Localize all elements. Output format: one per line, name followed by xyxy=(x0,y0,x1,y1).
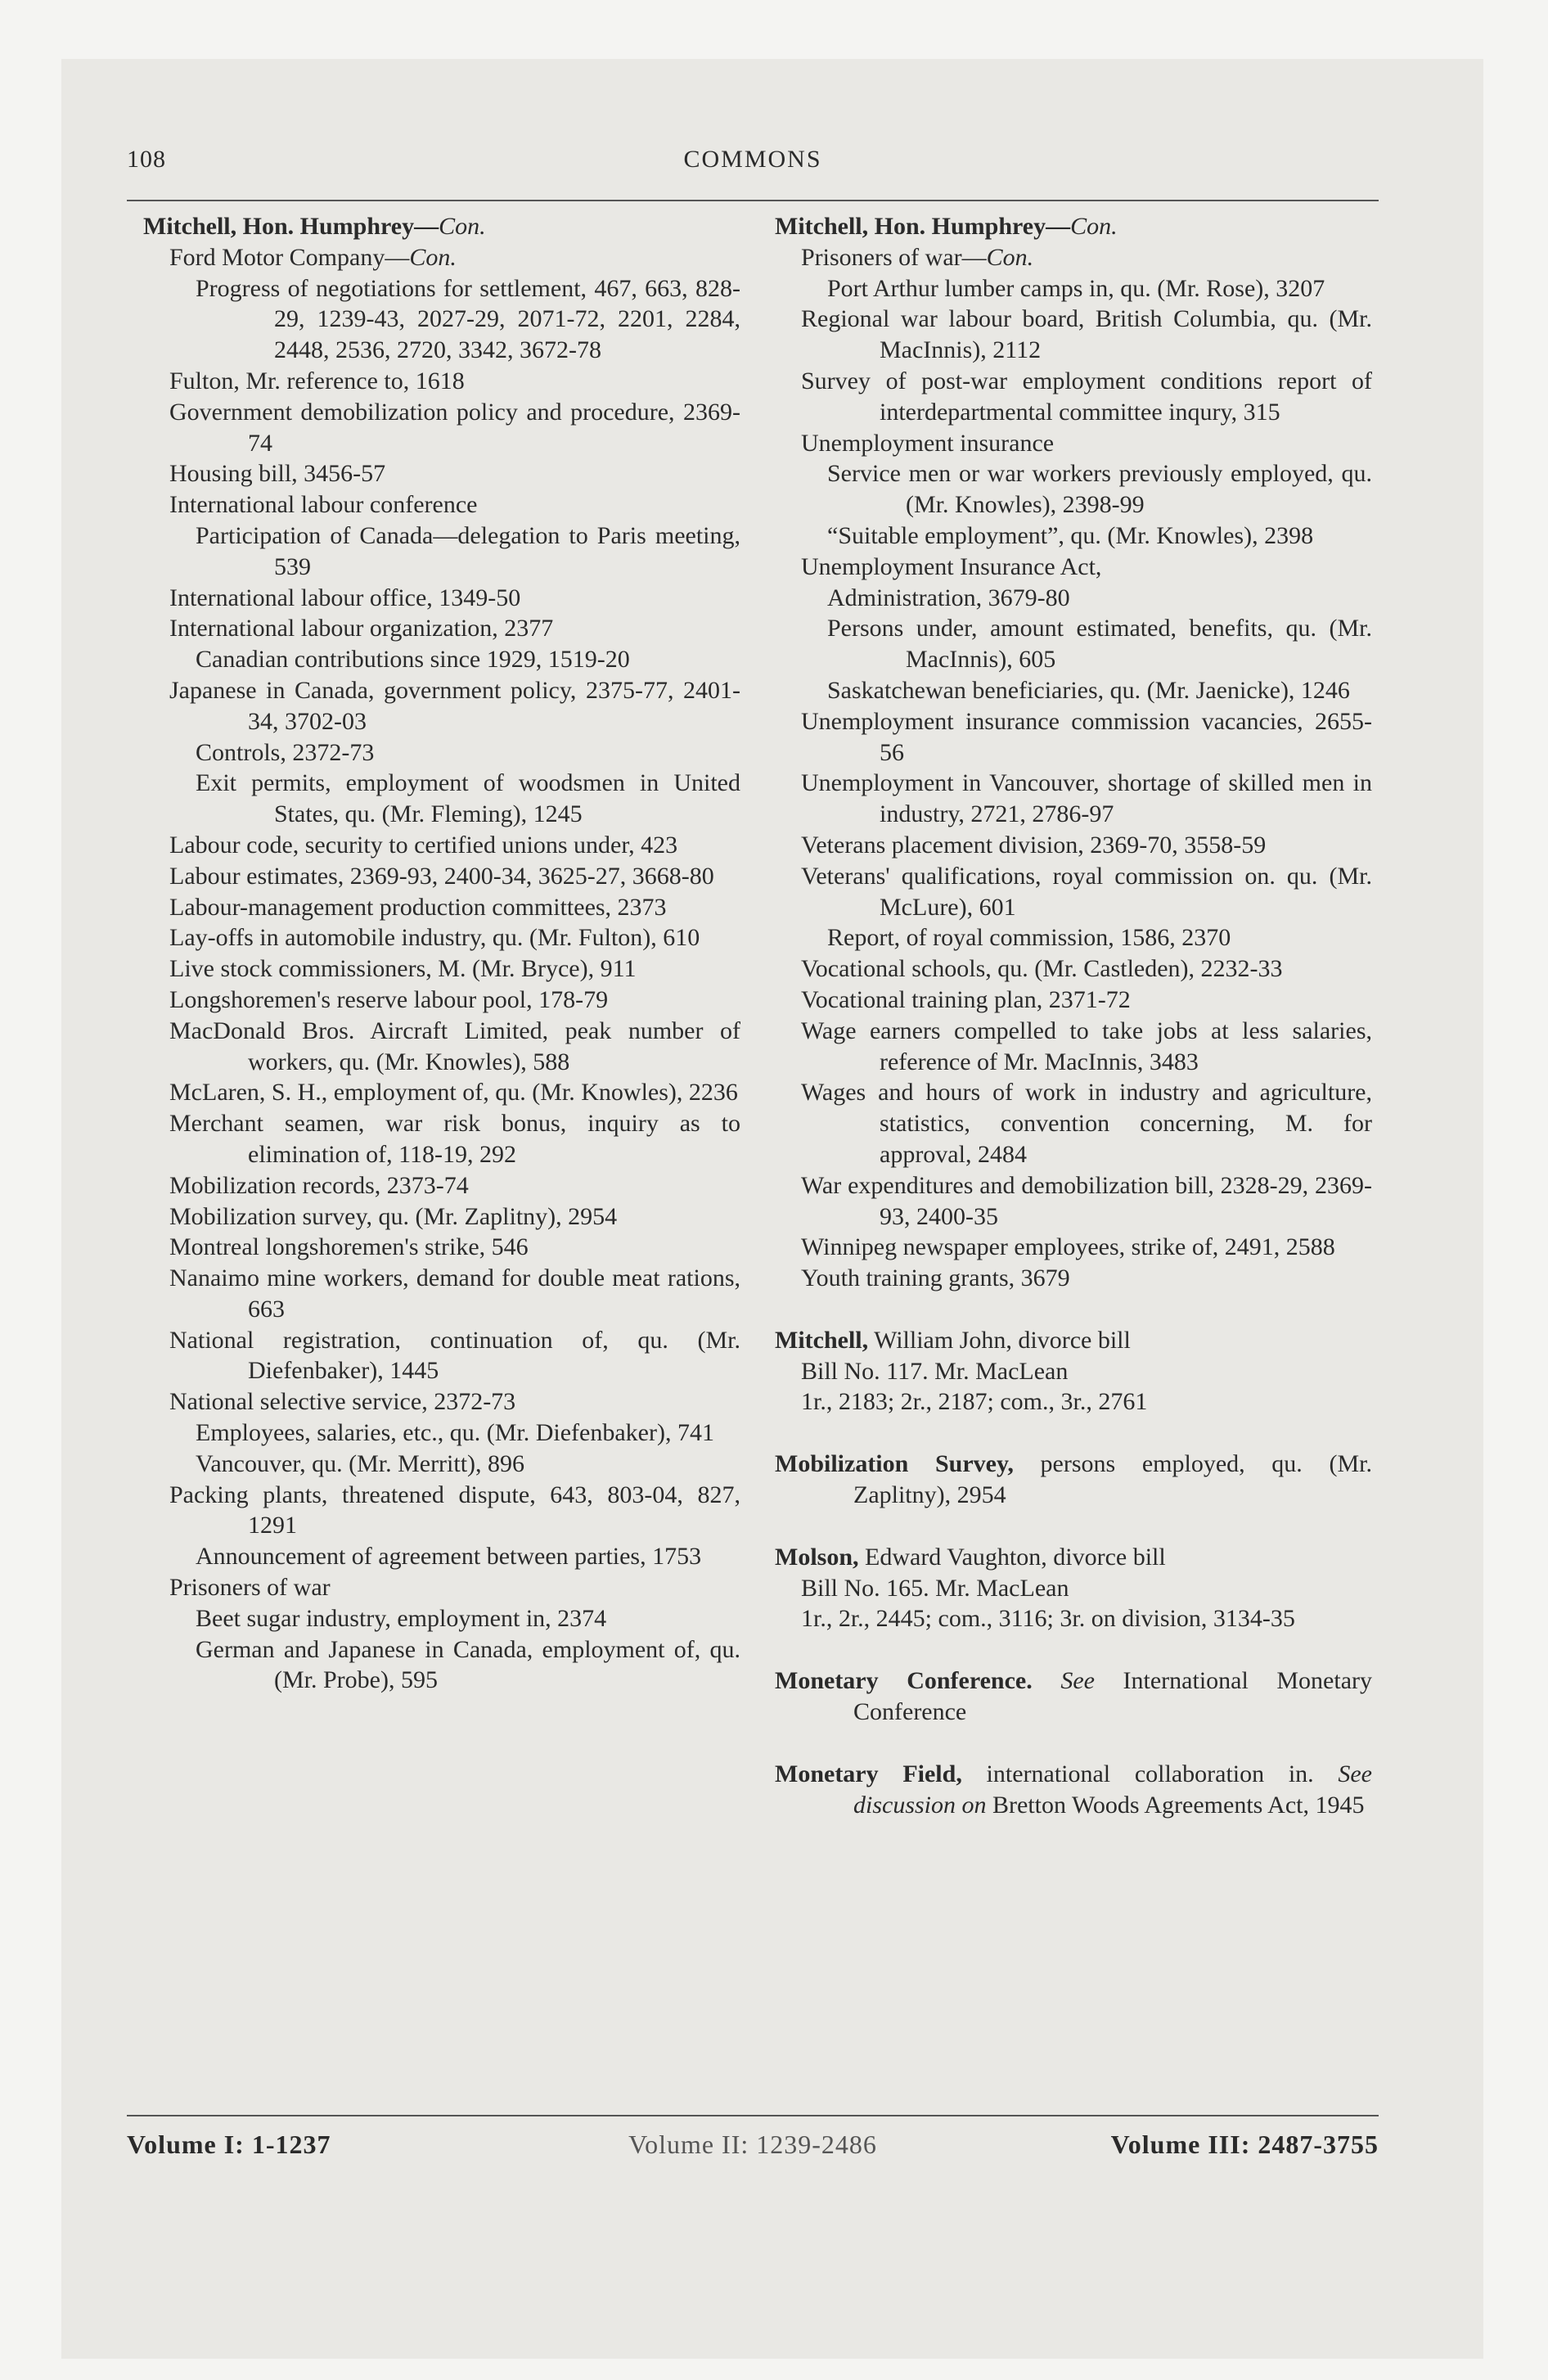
index-entry xyxy=(143,613,740,644)
index-entry xyxy=(775,613,1372,675)
entry-text: Mitchell, Hon. Humphrey xyxy=(143,213,415,240)
entry-text: Con. xyxy=(986,243,1034,271)
entry-text: Wage earners compelled to take jobs at less salaries, reference of Mr. MacInnis, 3483 xyxy=(801,1016,1372,1075)
entry-text: Nanaimo mine workers, demand for double meat rations, 663 xyxy=(169,1264,740,1323)
entry-text: 1r., 2183; 2r., 2187; com., 3r., 2761 xyxy=(801,1388,1148,1416)
index-entry xyxy=(143,1386,740,1418)
entry-text: Announcement of agreement between parties, 1753 xyxy=(196,1543,702,1571)
entry-gap xyxy=(775,1511,1372,1542)
index-entry xyxy=(143,830,740,861)
index-entry xyxy=(775,458,1372,521)
index-entry xyxy=(143,1603,740,1634)
entry-text: Veterans placement division, 2369-70, 3558-59 xyxy=(801,831,1267,859)
entry-text: Mobilization records, 2373-74 xyxy=(169,1171,469,1199)
index-entry xyxy=(775,366,1372,428)
index-heading xyxy=(775,211,1372,242)
index-entry xyxy=(775,922,1372,953)
entry-text: Wages and hours of work in industry and agriculture, statistics, convention concerning, M. for approval, 2484 xyxy=(801,1079,1372,1168)
volume-1-range: Volume I: 1-1237 xyxy=(127,2130,331,2159)
index-heading xyxy=(775,1666,1372,1728)
entry-text: Canadian contributions since 1929, 1519-20 xyxy=(196,646,630,674)
index-entry xyxy=(775,1603,1372,1634)
volume-3-range: Volume III: 2487-3755 xyxy=(1110,2130,1379,2159)
index-entry xyxy=(143,1108,740,1170)
index-entry xyxy=(775,1232,1372,1263)
entry-text: Unemployment insurance commission vacancies, 2655-56 xyxy=(801,707,1372,766)
entry-text: Government demobilization policy and procedure, 2369-74 xyxy=(169,398,740,457)
index-entry xyxy=(775,1573,1372,1604)
entry-text: Saskatchewan beneficiaries, qu. (Mr. Jaenicke), 1246 xyxy=(827,676,1350,704)
index-heading xyxy=(775,1449,1372,1511)
index-entry xyxy=(775,242,1372,273)
entry-text: Prisoners of war xyxy=(169,1574,331,1602)
index-entry xyxy=(143,1572,740,1603)
entry-text: Labour estimates, 2369-93, 2400-34, 3625-27, 3668-80 xyxy=(169,862,714,890)
entry-text: National registration, continuation of, qu. (Mr. Diefenbaker), 1445 xyxy=(169,1326,740,1385)
entry-text: Con. xyxy=(409,243,457,271)
index-entry xyxy=(775,985,1372,1016)
index-entry xyxy=(143,892,740,923)
entry-text: Participation of Canada—delegation to Paris meeting, 539 xyxy=(196,521,740,580)
index-entry xyxy=(775,521,1372,552)
entry-text: Beet sugar industry, employment in, 2374 xyxy=(196,1604,607,1632)
footer-rule xyxy=(127,2115,1379,2116)
page-number: 108 xyxy=(127,146,166,173)
entry-text: Monetary Field, xyxy=(775,1760,962,1787)
index-entry xyxy=(775,428,1372,459)
entry-text: Unemployment insurance xyxy=(801,429,1055,457)
entry-text: Con. xyxy=(439,213,486,240)
index-entry xyxy=(775,304,1372,366)
entry-text: Con. xyxy=(1070,213,1118,240)
entry-text: Mobilization survey, qu. (Mr. Zaplitny), 2954 xyxy=(169,1202,618,1230)
index-entry xyxy=(143,1449,740,1480)
index-entry xyxy=(143,489,740,521)
entry-text: Winnipeg newspaper employees, strike of, 2491, 2588 xyxy=(801,1233,1335,1261)
entry-text: “Suitable employment”, qu. (Mr. Knowles), 2398 xyxy=(827,521,1314,549)
page-header xyxy=(127,139,1379,188)
entry-text: Edward Vaughton, divorce bill xyxy=(858,1543,1166,1571)
entry-text: persons employed, qu. (Mr. Zaplitny), 2954 xyxy=(853,1450,1372,1509)
index-entry xyxy=(775,768,1372,830)
entry-text: Housing bill, 3456-57 xyxy=(169,460,386,488)
index-entry xyxy=(775,1170,1372,1233)
entry-text: National selective service, 2372-73 xyxy=(169,1388,516,1416)
entry-gap xyxy=(775,1418,1372,1449)
index-entry xyxy=(143,1634,740,1697)
entry-text: Monetary Conference. xyxy=(775,1667,1033,1695)
index-entry xyxy=(143,1232,740,1263)
index-entry xyxy=(143,1263,740,1325)
entry-text: — xyxy=(414,213,439,240)
entry-text: 1r., 2r., 2445; com., 3116; 3r. on division, 3134-35 xyxy=(801,1605,1295,1633)
index-entry xyxy=(143,644,740,675)
entry-text: Lay-offs in automobile industry, qu. (Mr. Fulton), 610 xyxy=(169,924,700,952)
index-entry xyxy=(143,521,740,583)
entry-text: Report, of royal commission, 1586, 2370 xyxy=(827,924,1231,952)
entry-text: international collaboration in. xyxy=(961,1760,1339,1787)
entry-text: Administration, 3679-80 xyxy=(827,584,1070,611)
entry-text: Bretton Woods Agreements Act, 1945 xyxy=(986,1791,1365,1819)
entry-text: William John, divorce bill xyxy=(868,1326,1131,1354)
page-footer xyxy=(127,2130,1379,2170)
entry-text: Prisoners of war— xyxy=(801,243,987,271)
entry-text: Controls, 2372-73 xyxy=(196,738,375,766)
index-entry xyxy=(143,768,740,830)
index-entry xyxy=(775,1016,1372,1078)
entry-text: McLaren, S. H., employment of, qu. (Mr. Knowles), 2236 xyxy=(169,1079,738,1107)
entry-text: Merchant seamen, war risk bonus, inquiry as to elimination of, 118-19, 292 xyxy=(169,1110,740,1168)
index-page xyxy=(61,59,1483,2359)
entry-text: Live stock commissioners, M. (Mr. Bryce), 911 xyxy=(169,955,637,983)
index-entry xyxy=(143,583,740,614)
index-entry xyxy=(143,922,740,953)
entry-text: Mobilization Survey, xyxy=(775,1450,1014,1478)
index-entry xyxy=(143,861,740,892)
entry-gap xyxy=(775,1294,1372,1325)
index-entry xyxy=(143,1480,740,1542)
entry-text: Mitchell, Hon. Humphrey xyxy=(775,213,1046,240)
entry-text: Port Arthur lumber camps in, qu. (Mr. Rose), 3207 xyxy=(827,274,1325,302)
entry-text: Vocational training plan, 2371-72 xyxy=(801,985,1131,1013)
entry-text: International labour office, 1349-50 xyxy=(169,584,521,611)
index-entry xyxy=(143,458,740,489)
index-entry xyxy=(143,1201,740,1233)
header-rule xyxy=(127,200,1379,201)
index-entry xyxy=(775,583,1372,614)
entry-text: Longshoremen's reserve labour pool, 178-79 xyxy=(169,985,609,1013)
index-entry xyxy=(143,1016,740,1078)
index-entry xyxy=(143,675,740,737)
entry-text: See discussion on xyxy=(853,1760,1372,1819)
entry-text: See xyxy=(1060,1667,1095,1695)
index-entry xyxy=(143,985,740,1016)
entry-text: Mitchell, xyxy=(775,1326,869,1354)
index-entry xyxy=(143,1077,740,1108)
entry-gap xyxy=(775,1634,1372,1666)
entry-text: Regional war labour board, British Columbia, qu. (Mr. MacInnis), 2112 xyxy=(801,305,1372,364)
entry-text: Ford Motor Company— xyxy=(169,243,410,271)
index-entry xyxy=(775,1263,1372,1294)
entry-text: International labour organization, 2377 xyxy=(169,615,554,642)
entry-text: Labour-management production committees, 2373 xyxy=(169,893,667,921)
entry-text: Service men or war workers previously employed, qu. (Mr. Knowles), 2398-99 xyxy=(827,460,1372,519)
entry-text: Persons under, amount estimated, benefits, qu. (Mr. MacInnis), 605 xyxy=(827,615,1372,674)
index-entry xyxy=(775,552,1372,583)
entry-text: Exit permits, employment of woodsmen in United States, qu. (Mr. Fleming), 1245 xyxy=(196,769,740,828)
entry-text: Molson, xyxy=(775,1543,859,1571)
index-entry xyxy=(775,1356,1372,1387)
index-entry xyxy=(143,1541,740,1572)
entry-text: Packing plants, threatened dispute, 643, 803-04, 827, 1291 xyxy=(169,1481,740,1539)
entry-text: Youth training grants, 3679 xyxy=(801,1264,1070,1292)
entry-text: Labour code, security to certified unions under, 423 xyxy=(169,831,678,859)
index-heading xyxy=(775,1542,1372,1573)
entry-text: International labour conference xyxy=(169,491,478,519)
index-entry xyxy=(775,861,1372,923)
entry-text: MacDonald Bros. Aircraft Limited, peak number of workers, qu. (Mr. Knowles), 588 xyxy=(169,1016,740,1075)
index-entry xyxy=(143,366,740,397)
entry-text: Bill No. 165. Mr. MacLean xyxy=(801,1574,1069,1602)
entry-text: Vocational schools, qu. (Mr. Castleden), 2232-33 xyxy=(801,955,1283,983)
index-entry xyxy=(143,397,740,459)
volume-2-range: Volume II: 1239-2486 xyxy=(628,2130,877,2159)
right-column xyxy=(775,211,1372,1820)
index-entry xyxy=(775,1077,1372,1170)
entry-text: — xyxy=(1046,213,1071,240)
index-entry xyxy=(143,737,740,769)
index-heading xyxy=(775,1759,1372,1821)
entry-text: Vancouver, qu. (Mr. Merritt), 896 xyxy=(196,1449,525,1477)
entry-text: Unemployment Insurance Act, xyxy=(801,552,1102,580)
index-entry xyxy=(775,1386,1372,1418)
running-head: COMMONS xyxy=(683,146,822,173)
index-entry xyxy=(775,706,1372,769)
index-entry xyxy=(143,953,740,985)
entry-text: Montreal longshoremen's strike, 546 xyxy=(169,1233,529,1261)
index-entry xyxy=(775,273,1372,304)
index-entry xyxy=(775,675,1372,706)
index-entry xyxy=(143,242,740,273)
entry-text: War expenditures and demobilization bill, 2328-29, 2369-93, 2400-35 xyxy=(801,1171,1372,1230)
index-heading xyxy=(143,211,740,242)
entry-text: Survey of post-war employment conditions report of interdepartmental committee inqury, 315 xyxy=(801,367,1372,426)
index-entry xyxy=(143,1170,740,1201)
index-entry xyxy=(775,953,1372,985)
entry-text: Progress of negotiations for settlement, 467, 663, 828-29, 1239-43, 2027-29, 2071-72, 2201, 2284, 2448, 2536, 2720, 3342, 3672-78 xyxy=(196,274,740,364)
entry-text: Bill No. 117. Mr. MacLean xyxy=(801,1357,1069,1385)
entry-text: German and Japanese in Canada, employment of, qu. (Mr. Probe), 595 xyxy=(196,1635,740,1694)
index-entry xyxy=(143,273,740,366)
left-column xyxy=(143,211,740,1696)
entry-text: Employees, salaries, etc., qu. (Mr. Diefenbaker), 741 xyxy=(196,1419,714,1447)
index-heading xyxy=(775,1325,1372,1356)
entry-text: International Monetary Conference xyxy=(853,1667,1372,1726)
index-entry xyxy=(143,1325,740,1387)
index-entry xyxy=(775,830,1372,861)
entry-gap xyxy=(775,1728,1372,1759)
entry-text xyxy=(1033,1667,1061,1694)
entry-text: Fulton, Mr. reference to, 1618 xyxy=(169,367,465,394)
index-entry xyxy=(143,1418,740,1449)
entry-text: Veterans' qualifications, royal commission on. qu. (Mr. McLure), 601 xyxy=(801,862,1372,921)
entry-text: Unemployment in Vancouver, shortage of skilled men in industry, 2721, 2786-97 xyxy=(801,769,1372,828)
entry-text: Japanese in Canada, government policy, 2375-77, 2401-34, 3702-03 xyxy=(169,676,740,735)
